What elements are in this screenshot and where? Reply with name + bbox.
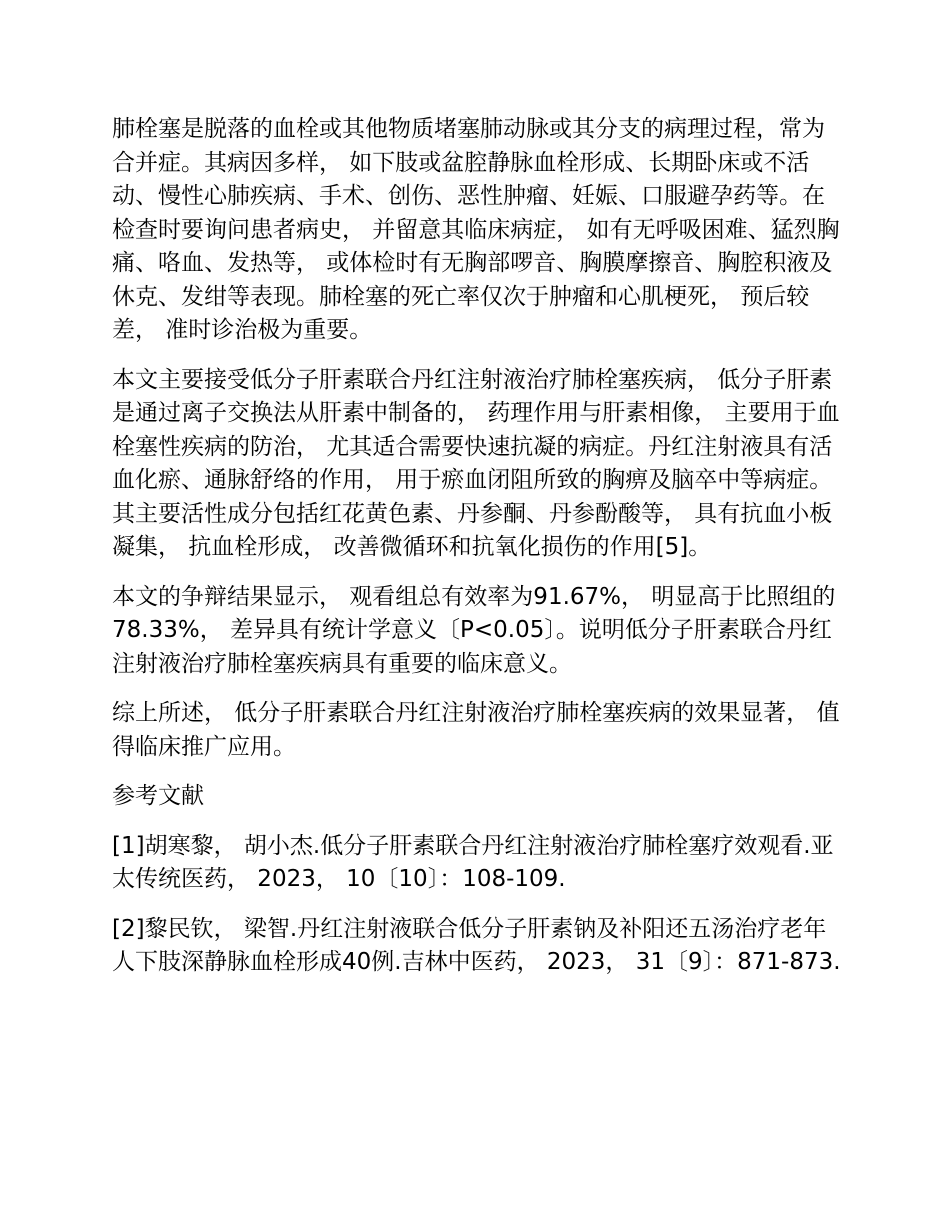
references-heading: 参考文献 bbox=[112, 783, 204, 809]
paragraph-etiology: 肺栓塞是脱落的血栓或其他物质堵塞肺动脉或其分支的病理过程，常为合并症。其病因多样， 如下肢或盆腔静脉血栓形成、长期卧床或不活动、慢性心肺疾病、手术、创伤、恶性肿瘤、妊娠、口服避孕药等。在检查时要询问患者病史， 并留意其临床病症， 如有无呼吸困难、猛烈胸痛、咯血、发热等， 或体检时有无胸部啰音、胸膜摩擦音、胸腔积液及休克、发绀等表现。肺栓塞的死亡率仅次于肿瘤和心肌梗死， 预后较差， 准时诊治极为重要。 bbox=[112, 116, 840, 343]
paragraph-conclusion: 综上所述， 低分子肝素联合丹红注射液治疗肺栓塞疾病的效果显著， 值得临床推广应用。 bbox=[112, 700, 840, 760]
document-body bbox=[112, 113, 842, 996]
paragraph-treatment: 本文主要接受低分子肝素联合丹红注射液治疗肺栓塞疾病， 低分子肝素是通过离子交换法从肝素中制备的， 药理作用与肝素相像， 主要用于血栓塞性疾病的防治， 尤其适合需要快速抗凝的病症。丹红注射液具有活血化瘀、通脉舒络的作用， 用于瘀血闭阻所致的胸痹及脑卒中等病症。其主要活性成分包括红花黄色素、丹参酮、丹参酚酸等， 具有抗血小板凝集， 抗血栓形成， 改善微循环和抗氧化损伤的作用[5]。 bbox=[112, 366, 840, 560]
paragraph-results: 本文的争辩结果显示， 观看组总有效率为91.67%， 明显高于比照组的78.33%， 差异具有统计学意义〔P<0.05〕。说明低分子肝素联合丹红注射液治疗肺栓塞疾病具有重要的临床意义。 bbox=[112, 583, 836, 677]
reference-item: [1]胡寒黎， 胡小杰.低分子肝素联合丹红注射液治疗肺栓塞疗效观看.亚太传统医药， 2023， 10〔10〕：108-109. bbox=[112, 832, 834, 892]
reference-item: [2]黎民钦， 梁智.丹红注射液联合低分子肝素钠及补阳还五汤治疗老年人下肢深静脉血栓形成40例.吉林中医药， 2023， 31〔9〕：871-873. bbox=[112, 915, 841, 975]
